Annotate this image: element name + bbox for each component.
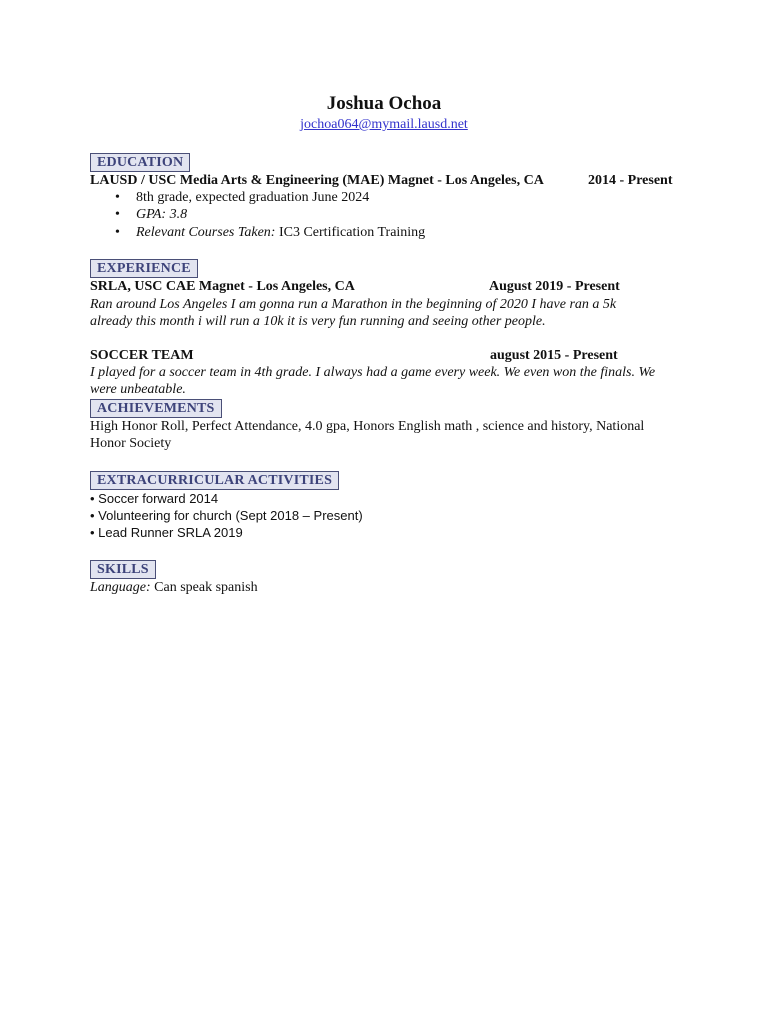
bullet-icon: • — [115, 207, 120, 222]
experience-heading: EXPERIENCE — [90, 259, 198, 278]
extracurricular-heading: EXTRACURRICULAR ACTIVITIES — [90, 471, 339, 490]
achievements-text-line: High Honor Roll, Perfect Attendance, 4.0 gpa, Honors English math , science and history, National — [90, 419, 645, 434]
achievements-heading: ACHIEVEMENTS — [90, 399, 222, 418]
education-dates: 2014 - Present — [588, 173, 673, 188]
skills-heading: SKILLS — [90, 560, 156, 579]
bullet-icon: • — [115, 225, 120, 240]
education-bullet-grade: 8th grade, expected graduation June 2024 — [136, 190, 370, 205]
courses-label: Relevant Courses Taken: — [136, 225, 276, 240]
education-bullet-gpa: GPA: 3.8 — [136, 207, 188, 222]
extracurricular-item: • Lead Runner SRLA 2019 — [90, 525, 243, 540]
email-link[interactable]: jochoa064@mymail.lausd.net — [300, 117, 468, 132]
extracurricular-item: • Soccer forward 2014 — [90, 491, 219, 506]
job-description-line: were unbeatable. — [90, 382, 186, 397]
extracurricular-item: • Volunteering for church (Sept 2018 – Present) — [90, 508, 363, 523]
achievements-text-line: Honor Society — [90, 436, 172, 451]
skills-language — [90, 579, 258, 596]
language-value: Can speak spanish — [150, 580, 258, 595]
applicant-name: Joshua Ochoa — [326, 93, 442, 114]
bullet-icon: • — [115, 190, 120, 205]
education-bullet-courses — [136, 224, 425, 241]
language-label: Language: — [90, 580, 151, 595]
courses-value: IC3 Certification Training — [275, 225, 426, 240]
job-description-line: Ran around Los Angeles I am gonna run a Marathon in the beginning of 2020 I have ran a 5k — [90, 297, 617, 312]
job-title: SOCCER TEAM — [90, 348, 194, 363]
job-description-line: already this month i will run a 10k it is very fun running and seeing other people. — [90, 314, 546, 329]
job-dates: august 2015 - Present — [490, 348, 618, 363]
job-description-line: I played for a soccer team in 4th grade. I always had a game every week. We even won the finals. We — [90, 365, 656, 380]
job-dates: August 2019 - Present — [489, 279, 620, 294]
education-heading: EDUCATION — [90, 153, 190, 172]
job-title: SRLA, USC CAE Magnet - Los Angeles, CA — [90, 279, 355, 294]
education-school: LAUSD / USC Media Arts & Engineering (MAE) Magnet - Los Angeles, CA — [90, 173, 544, 188]
